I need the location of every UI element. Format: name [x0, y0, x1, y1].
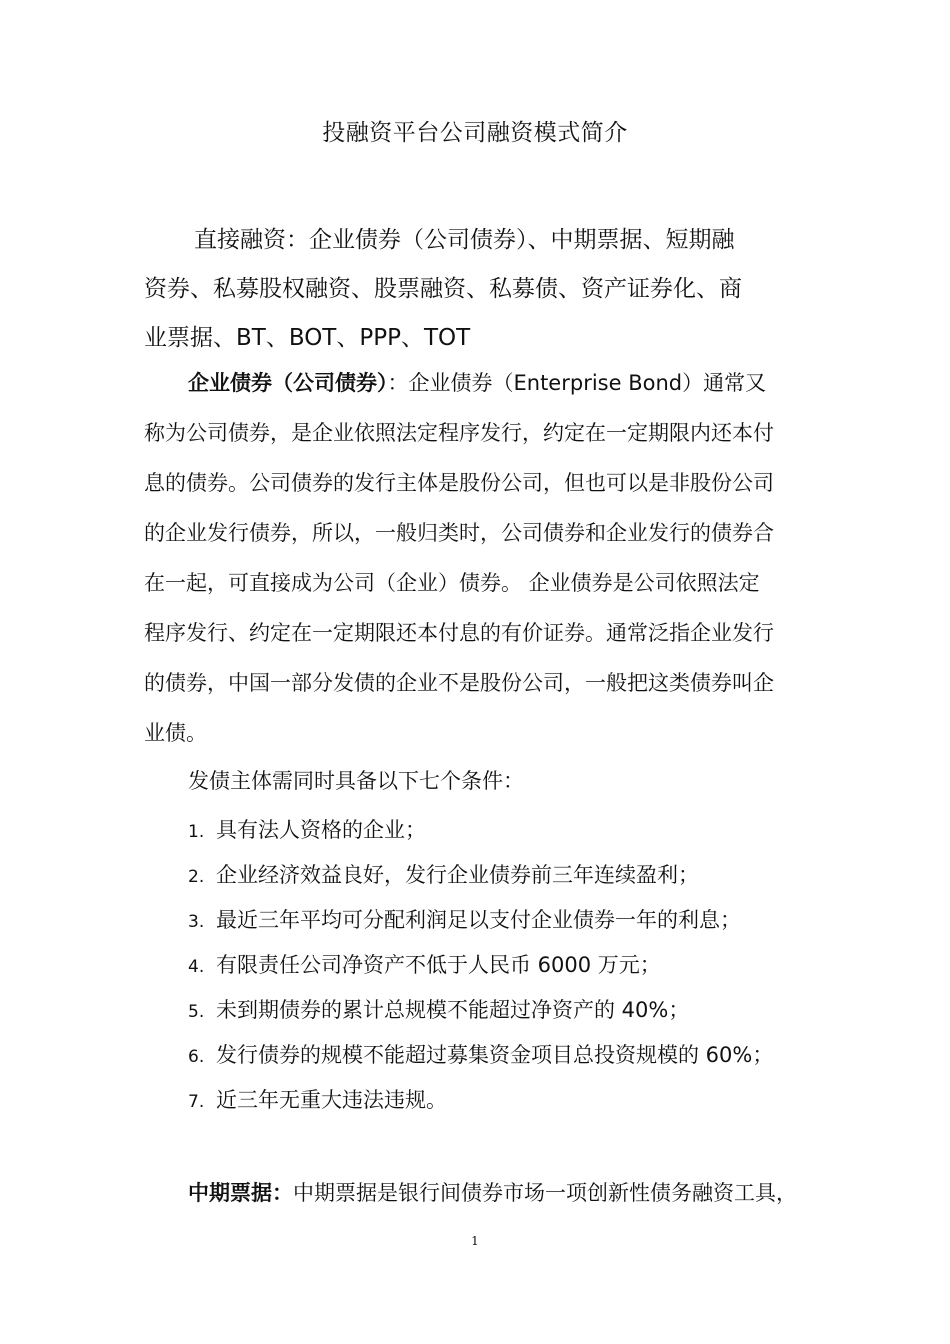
condition-item — [188, 808, 773, 853]
condition-text: 发行债券的规模不能超过募集资金项目总投资规模的 60%； — [216, 1043, 774, 1067]
bond-first-line — [144, 358, 824, 408]
bond-line: 在一起，可直接成为公司（企业）债券。 企业债券是公司依照法定 — [144, 571, 760, 595]
intro-paragraph — [144, 216, 816, 363]
intro-line: 直接融资：企业债券（公司债券）、中期票据、短期融 — [194, 227, 735, 253]
bond-section — [144, 358, 824, 758]
intro-line: 资券、私募股权融资、股票融资、私募债、资产证券化、商 — [144, 276, 742, 302]
condition-number: 2. — [188, 867, 205, 887]
condition-number: 7. — [188, 1092, 205, 1112]
mtn-heading: 中期票据： — [188, 1181, 293, 1205]
condition-text: 具有法人资格的企业； — [216, 818, 426, 842]
bond-line: 业债。 — [144, 721, 207, 745]
condition-item — [188, 1033, 773, 1078]
condition-item — [188, 1078, 773, 1123]
condition-number: 1. — [188, 822, 205, 842]
mtn-text: 中期票据是银行间债券市场一项创新性债务融资工具， — [293, 1181, 797, 1205]
condition-item — [188, 853, 773, 898]
bond-line: 的债券，中国一部分发债的企业不是股份公司，一般把这类债券叫企 — [144, 671, 774, 695]
condition-text: 企业经济效益良好，发行企业债券前三年连续盈利； — [216, 863, 699, 887]
bond-line: 称为公司债券，是企业依照法定程序发行，约定在一定期限内还本付 — [144, 421, 774, 445]
condition-number: 3. — [188, 912, 205, 932]
conditions-intro: 发债主体需同时具备以下七个条件： — [188, 769, 524, 793]
page-number: 1 — [471, 1234, 479, 1248]
bond-first-line-text: ：企业债券（Enterprise Bond）通常又 — [387, 371, 767, 395]
condition-item — [188, 898, 773, 943]
condition-item — [188, 988, 773, 1033]
condition-number: 6. — [188, 1047, 205, 1067]
page-title: 投融资平台公司融资模式简介 — [322, 120, 628, 146]
condition-number: 4. — [188, 957, 205, 977]
mtn-paragraph — [188, 1170, 797, 1216]
bond-heading: 企业债券（公司债券） — [188, 371, 388, 395]
bond-line: 的企业发行债券，所以，一般归类时，公司债券和企业发行的债券合 — [144, 521, 774, 545]
bond-line: 息的债券。公司债券的发行主体是股份公司，但也可以是非股份公司 — [144, 471, 774, 495]
intro-line: 业票据、BT、BOT、PPP、TOT — [144, 325, 471, 351]
condition-text: 有限责任公司净资产不低于人民币 6000 万元； — [216, 953, 661, 977]
condition-item — [188, 943, 773, 988]
condition-text: 最近三年平均可分配利润足以支付企业债券一年的利息； — [216, 908, 741, 932]
conditions-list — [188, 808, 773, 1123]
bond-line: 程序发行、约定在一定期限还本付息的有价证券。通常泛指企业发行 — [144, 621, 774, 645]
condition-text: 未到期债券的累计总规模不能超过净资产的 40%； — [216, 998, 690, 1022]
condition-text: 近三年无重大违法违规。 — [216, 1088, 447, 1112]
condition-number: 5. — [188, 1002, 205, 1022]
